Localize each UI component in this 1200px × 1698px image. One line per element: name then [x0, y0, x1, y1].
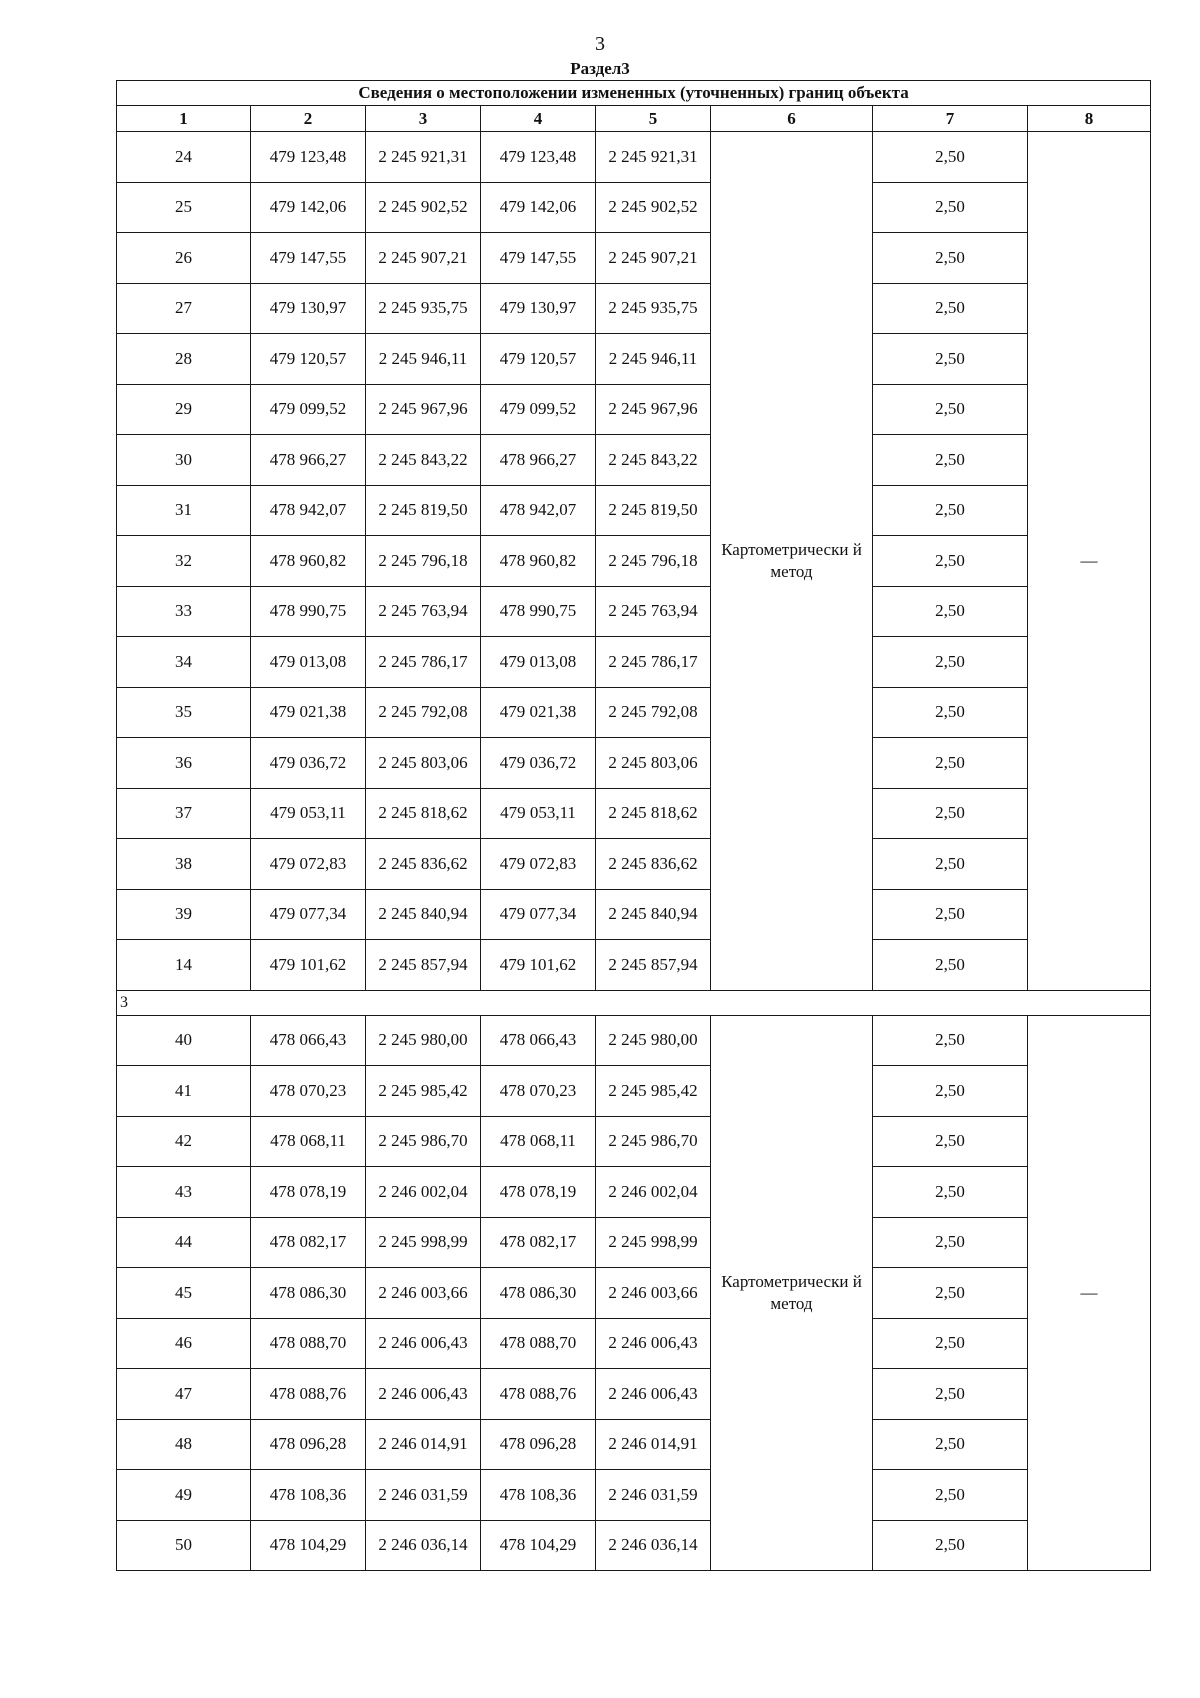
y-coordinate-cell: 2 245 818,62 — [366, 788, 481, 839]
y-coordinate-cell: 2 246 036,14 — [596, 1520, 711, 1571]
group-label-row — [117, 990, 1151, 1015]
x-coordinate-cell: 478 086,30 — [481, 1268, 596, 1319]
x-coordinate-cell: 479 101,62 — [481, 940, 596, 991]
y-coordinate-cell: 2 245 980,00 — [366, 1015, 481, 1066]
x-coordinate-cell: 479 053,11 — [481, 788, 596, 839]
y-coordinate-cell: 2 245 998,99 — [596, 1217, 711, 1268]
x-coordinate-cell: 478 960,82 — [251, 536, 366, 587]
table-row — [117, 384, 1151, 435]
x-coordinate-cell: 479 123,48 — [481, 132, 596, 183]
y-coordinate-cell: 2 245 840,94 — [596, 889, 711, 940]
x-coordinate-cell: 479 021,38 — [481, 687, 596, 738]
y-coordinate-cell: 2 245 796,18 — [366, 536, 481, 587]
point-number-cell: 14 — [117, 940, 251, 991]
accuracy-cell: 2,50 — [873, 687, 1028, 738]
x-coordinate-cell: 478 070,23 — [481, 1066, 596, 1117]
accuracy-cell: 2,50 — [873, 283, 1028, 334]
y-coordinate-cell: 2 245 786,17 — [366, 637, 481, 688]
y-coordinate-cell: 2 245 818,62 — [596, 788, 711, 839]
x-coordinate-cell: 479 072,83 — [481, 839, 596, 890]
column-header: 4 — [481, 106, 596, 132]
y-coordinate-cell: 2 246 036,14 — [366, 1520, 481, 1571]
table-row — [117, 1066, 1151, 1117]
table-row — [117, 637, 1151, 688]
point-number-cell: 31 — [117, 485, 251, 536]
column-header: 7 — [873, 106, 1028, 132]
method-cell: Картометрически й метод — [711, 1015, 873, 1571]
column-header: 1 — [117, 106, 251, 132]
y-coordinate-cell: 2 245 843,22 — [366, 435, 481, 486]
accuracy-cell: 2,50 — [873, 182, 1028, 233]
x-coordinate-cell: 478 088,76 — [481, 1369, 596, 1420]
accuracy-cell: 2,50 — [873, 889, 1028, 940]
table-caption: Сведения о местоположении измененных (уточненных) границ объекта — [117, 81, 1151, 106]
accuracy-cell: 2,50 — [873, 1066, 1028, 1117]
table-header-row — [117, 106, 1151, 132]
table-row — [117, 1470, 1151, 1521]
table-row — [117, 1520, 1151, 1571]
accuracy-cell: 2,50 — [873, 384, 1028, 435]
y-coordinate-cell: 2 245 985,42 — [596, 1066, 711, 1117]
x-coordinate-cell: 478 078,19 — [481, 1167, 596, 1218]
point-number-cell: 44 — [117, 1217, 251, 1268]
y-coordinate-cell: 2 245 792,08 — [366, 687, 481, 738]
y-coordinate-cell: 2 246 003,66 — [596, 1268, 711, 1319]
x-coordinate-cell: 478 104,29 — [481, 1520, 596, 1571]
x-coordinate-cell: 479 142,06 — [251, 182, 366, 233]
point-number-cell: 33 — [117, 586, 251, 637]
point-number-cell: 32 — [117, 536, 251, 587]
point-number-cell: 37 — [117, 788, 251, 839]
point-number-cell: 43 — [117, 1167, 251, 1218]
accuracy-cell: 2,50 — [873, 839, 1028, 890]
table-row — [117, 1369, 1151, 1420]
point-number-cell: 41 — [117, 1066, 251, 1117]
y-coordinate-cell: 2 245 967,96 — [596, 384, 711, 435]
x-coordinate-cell: 478 990,75 — [251, 586, 366, 637]
table-row — [117, 1318, 1151, 1369]
accuracy-cell: 2,50 — [873, 1318, 1028, 1369]
point-number-cell: 25 — [117, 182, 251, 233]
column-header: 5 — [596, 106, 711, 132]
x-coordinate-cell: 478 078,19 — [251, 1167, 366, 1218]
group-label: 3 — [117, 990, 1151, 1015]
x-coordinate-cell: 478 104,29 — [251, 1520, 366, 1571]
x-coordinate-cell: 479 142,06 — [481, 182, 596, 233]
accuracy-cell: 2,50 — [873, 1116, 1028, 1167]
accuracy-cell: 2,50 — [873, 1268, 1028, 1319]
x-coordinate-cell: 479 099,52 — [251, 384, 366, 435]
point-number-cell: 24 — [117, 132, 251, 183]
y-coordinate-cell: 2 245 763,94 — [596, 586, 711, 637]
x-coordinate-cell: 478 096,28 — [251, 1419, 366, 1470]
y-coordinate-cell: 2 246 006,43 — [366, 1369, 481, 1420]
point-number-cell: 38 — [117, 839, 251, 890]
accuracy-cell: 2,50 — [873, 1217, 1028, 1268]
point-number-cell: 40 — [117, 1015, 251, 1066]
y-coordinate-cell: 2 245 803,06 — [366, 738, 481, 789]
point-number-cell: 35 — [117, 687, 251, 738]
page-number: 3 — [595, 33, 605, 55]
table-row — [117, 283, 1151, 334]
y-coordinate-cell: 2 245 836,62 — [596, 839, 711, 890]
point-number-cell: 30 — [117, 435, 251, 486]
accuracy-cell: 2,50 — [873, 1015, 1028, 1066]
x-coordinate-cell: 479 130,97 — [251, 283, 366, 334]
x-coordinate-cell: 478 966,27 — [251, 435, 366, 486]
table-row — [117, 435, 1151, 486]
accuracy-cell: 2,50 — [873, 233, 1028, 284]
accuracy-cell: 2,50 — [873, 586, 1028, 637]
x-coordinate-cell: 478 070,23 — [251, 1066, 366, 1117]
table-row — [117, 738, 1151, 789]
table-row — [117, 839, 1151, 890]
y-coordinate-cell: 2 246 014,91 — [596, 1419, 711, 1470]
x-coordinate-cell: 478 108,36 — [251, 1470, 366, 1521]
y-coordinate-cell: 2 245 840,94 — [366, 889, 481, 940]
column-header: 6 — [711, 106, 873, 132]
accuracy-cell: 2,50 — [873, 1470, 1028, 1521]
table-row — [117, 1217, 1151, 1268]
x-coordinate-cell: 479 123,48 — [251, 132, 366, 183]
x-coordinate-cell: 478 068,11 — [481, 1116, 596, 1167]
table-row — [117, 586, 1151, 637]
table-row — [117, 788, 1151, 839]
x-coordinate-cell: 479 120,57 — [481, 334, 596, 385]
y-coordinate-cell: 2 246 014,91 — [366, 1419, 481, 1470]
x-coordinate-cell: 479 021,38 — [251, 687, 366, 738]
accuracy-cell: 2,50 — [873, 940, 1028, 991]
accuracy-cell: 2,50 — [873, 1167, 1028, 1218]
y-coordinate-cell: 2 245 985,42 — [366, 1066, 481, 1117]
y-coordinate-cell: 2 246 002,04 — [366, 1167, 481, 1218]
y-coordinate-cell: 2 245 907,21 — [366, 233, 481, 284]
x-coordinate-cell: 478 088,76 — [251, 1369, 366, 1420]
x-coordinate-cell: 478 066,43 — [251, 1015, 366, 1066]
y-coordinate-cell: 2 246 002,04 — [596, 1167, 711, 1218]
y-coordinate-cell: 2 245 921,31 — [596, 132, 711, 183]
point-number-cell: 34 — [117, 637, 251, 688]
x-coordinate-cell: 478 082,17 — [481, 1217, 596, 1268]
y-coordinate-cell: 2 245 902,52 — [366, 182, 481, 233]
point-number-cell: 27 — [117, 283, 251, 334]
table-row — [117, 1419, 1151, 1470]
y-coordinate-cell: 2 245 986,70 — [596, 1116, 711, 1167]
point-number-cell: 49 — [117, 1470, 251, 1521]
x-coordinate-cell: 479 013,08 — [251, 637, 366, 688]
y-coordinate-cell: 2 245 803,06 — [596, 738, 711, 789]
y-coordinate-cell: 2 245 819,50 — [366, 485, 481, 536]
point-number-cell: 47 — [117, 1369, 251, 1420]
y-coordinate-cell: 2 245 763,94 — [366, 586, 481, 637]
point-number-cell: 42 — [117, 1116, 251, 1167]
y-coordinate-cell: 2 245 935,75 — [596, 283, 711, 334]
column-header: 3 — [366, 106, 481, 132]
y-coordinate-cell: 2 245 998,99 — [366, 1217, 481, 1268]
x-coordinate-cell: 478 942,07 — [481, 485, 596, 536]
table-row — [117, 687, 1151, 738]
y-coordinate-cell: 2 245 786,17 — [596, 637, 711, 688]
x-coordinate-cell: 478 942,07 — [251, 485, 366, 536]
y-coordinate-cell: 2 245 921,31 — [366, 132, 481, 183]
y-coordinate-cell: 2 245 946,11 — [366, 334, 481, 385]
x-coordinate-cell: 478 108,36 — [481, 1470, 596, 1521]
table-row — [117, 1015, 1151, 1066]
x-coordinate-cell: 478 966,27 — [481, 435, 596, 486]
accuracy-cell: 2,50 — [873, 788, 1028, 839]
accuracy-cell: 2,50 — [873, 637, 1028, 688]
point-number-cell: 46 — [117, 1318, 251, 1369]
x-coordinate-cell: 479 036,72 — [251, 738, 366, 789]
accuracy-cell: 2,50 — [873, 536, 1028, 587]
note-cell: — — [1028, 132, 1151, 991]
x-coordinate-cell: 479 072,83 — [251, 839, 366, 890]
table-row — [117, 334, 1151, 385]
y-coordinate-cell: 2 245 935,75 — [366, 283, 481, 334]
y-coordinate-cell: 2 245 792,08 — [596, 687, 711, 738]
x-coordinate-cell: 479 147,55 — [251, 233, 366, 284]
x-coordinate-cell: 479 120,57 — [251, 334, 366, 385]
accuracy-cell: 2,50 — [873, 485, 1028, 536]
x-coordinate-cell: 478 066,43 — [481, 1015, 596, 1066]
y-coordinate-cell: 2 246 031,59 — [596, 1470, 711, 1521]
x-coordinate-cell: 478 068,11 — [251, 1116, 366, 1167]
x-coordinate-cell: 478 960,82 — [481, 536, 596, 587]
x-coordinate-cell: 478 990,75 — [481, 586, 596, 637]
table-body — [117, 81, 1151, 1571]
x-coordinate-cell: 478 086,30 — [251, 1268, 366, 1319]
column-header: 8 — [1028, 106, 1151, 132]
point-number-cell: 45 — [117, 1268, 251, 1319]
point-number-cell: 50 — [117, 1520, 251, 1571]
accuracy-cell: 2,50 — [873, 1369, 1028, 1420]
table-row — [117, 485, 1151, 536]
y-coordinate-cell: 2 245 980,00 — [596, 1015, 711, 1066]
table-row — [117, 233, 1151, 284]
x-coordinate-cell: 479 013,08 — [481, 637, 596, 688]
accuracy-cell: 2,50 — [873, 132, 1028, 183]
y-coordinate-cell: 2 245 907,21 — [596, 233, 711, 284]
table-row — [117, 132, 1151, 183]
column-header: 2 — [251, 106, 366, 132]
accuracy-cell: 2,50 — [873, 334, 1028, 385]
point-number-cell: 26 — [117, 233, 251, 284]
y-coordinate-cell: 2 245 836,62 — [366, 839, 481, 890]
x-coordinate-cell: 479 053,11 — [251, 788, 366, 839]
accuracy-cell: 2,50 — [873, 738, 1028, 789]
x-coordinate-cell: 479 036,72 — [481, 738, 596, 789]
y-coordinate-cell: 2 246 006,43 — [596, 1369, 711, 1420]
note-cell: — — [1028, 1015, 1151, 1571]
point-number-cell: 36 — [117, 738, 251, 789]
coordinates-table — [116, 80, 1151, 1571]
y-coordinate-cell: 2 245 902,52 — [596, 182, 711, 233]
x-coordinate-cell: 479 099,52 — [481, 384, 596, 435]
y-coordinate-cell: 2 245 796,18 — [596, 536, 711, 587]
y-coordinate-cell: 2 245 946,11 — [596, 334, 711, 385]
table-caption-row — [117, 81, 1151, 106]
accuracy-cell: 2,50 — [873, 1520, 1028, 1571]
table-row — [117, 1268, 1151, 1319]
x-coordinate-cell: 478 088,70 — [481, 1318, 596, 1369]
y-coordinate-cell: 2 245 967,96 — [366, 384, 481, 435]
y-coordinate-cell: 2 246 006,43 — [366, 1318, 481, 1369]
section-title: Раздел3 — [570, 59, 630, 78]
x-coordinate-cell: 479 077,34 — [251, 889, 366, 940]
x-coordinate-cell: 478 088,70 — [251, 1318, 366, 1369]
y-coordinate-cell: 2 245 819,50 — [596, 485, 711, 536]
y-coordinate-cell: 2 246 031,59 — [366, 1470, 481, 1521]
x-coordinate-cell: 478 096,28 — [481, 1419, 596, 1470]
x-coordinate-cell: 479 101,62 — [251, 940, 366, 991]
x-coordinate-cell: 479 147,55 — [481, 233, 596, 284]
y-coordinate-cell: 2 245 857,94 — [596, 940, 711, 991]
accuracy-cell: 2,50 — [873, 1419, 1028, 1470]
y-coordinate-cell: 2 245 843,22 — [596, 435, 711, 486]
table-row — [117, 1167, 1151, 1218]
accuracy-cell: 2,50 — [873, 435, 1028, 486]
y-coordinate-cell: 2 246 003,66 — [366, 1268, 481, 1319]
x-coordinate-cell: 479 130,97 — [481, 283, 596, 334]
point-number-cell: 28 — [117, 334, 251, 385]
y-coordinate-cell: 2 245 857,94 — [366, 940, 481, 991]
method-cell: Картометрически й метод — [711, 132, 873, 991]
point-number-cell: 29 — [117, 384, 251, 435]
x-coordinate-cell: 478 082,17 — [251, 1217, 366, 1268]
table-row — [117, 182, 1151, 233]
table-row — [117, 1116, 1151, 1167]
point-number-cell: 39 — [117, 889, 251, 940]
y-coordinate-cell: 2 245 986,70 — [366, 1116, 481, 1167]
table-row — [117, 940, 1151, 991]
y-coordinate-cell: 2 246 006,43 — [596, 1318, 711, 1369]
table-row — [117, 536, 1151, 587]
table-row — [117, 889, 1151, 940]
point-number-cell: 48 — [117, 1419, 251, 1470]
x-coordinate-cell: 479 077,34 — [481, 889, 596, 940]
